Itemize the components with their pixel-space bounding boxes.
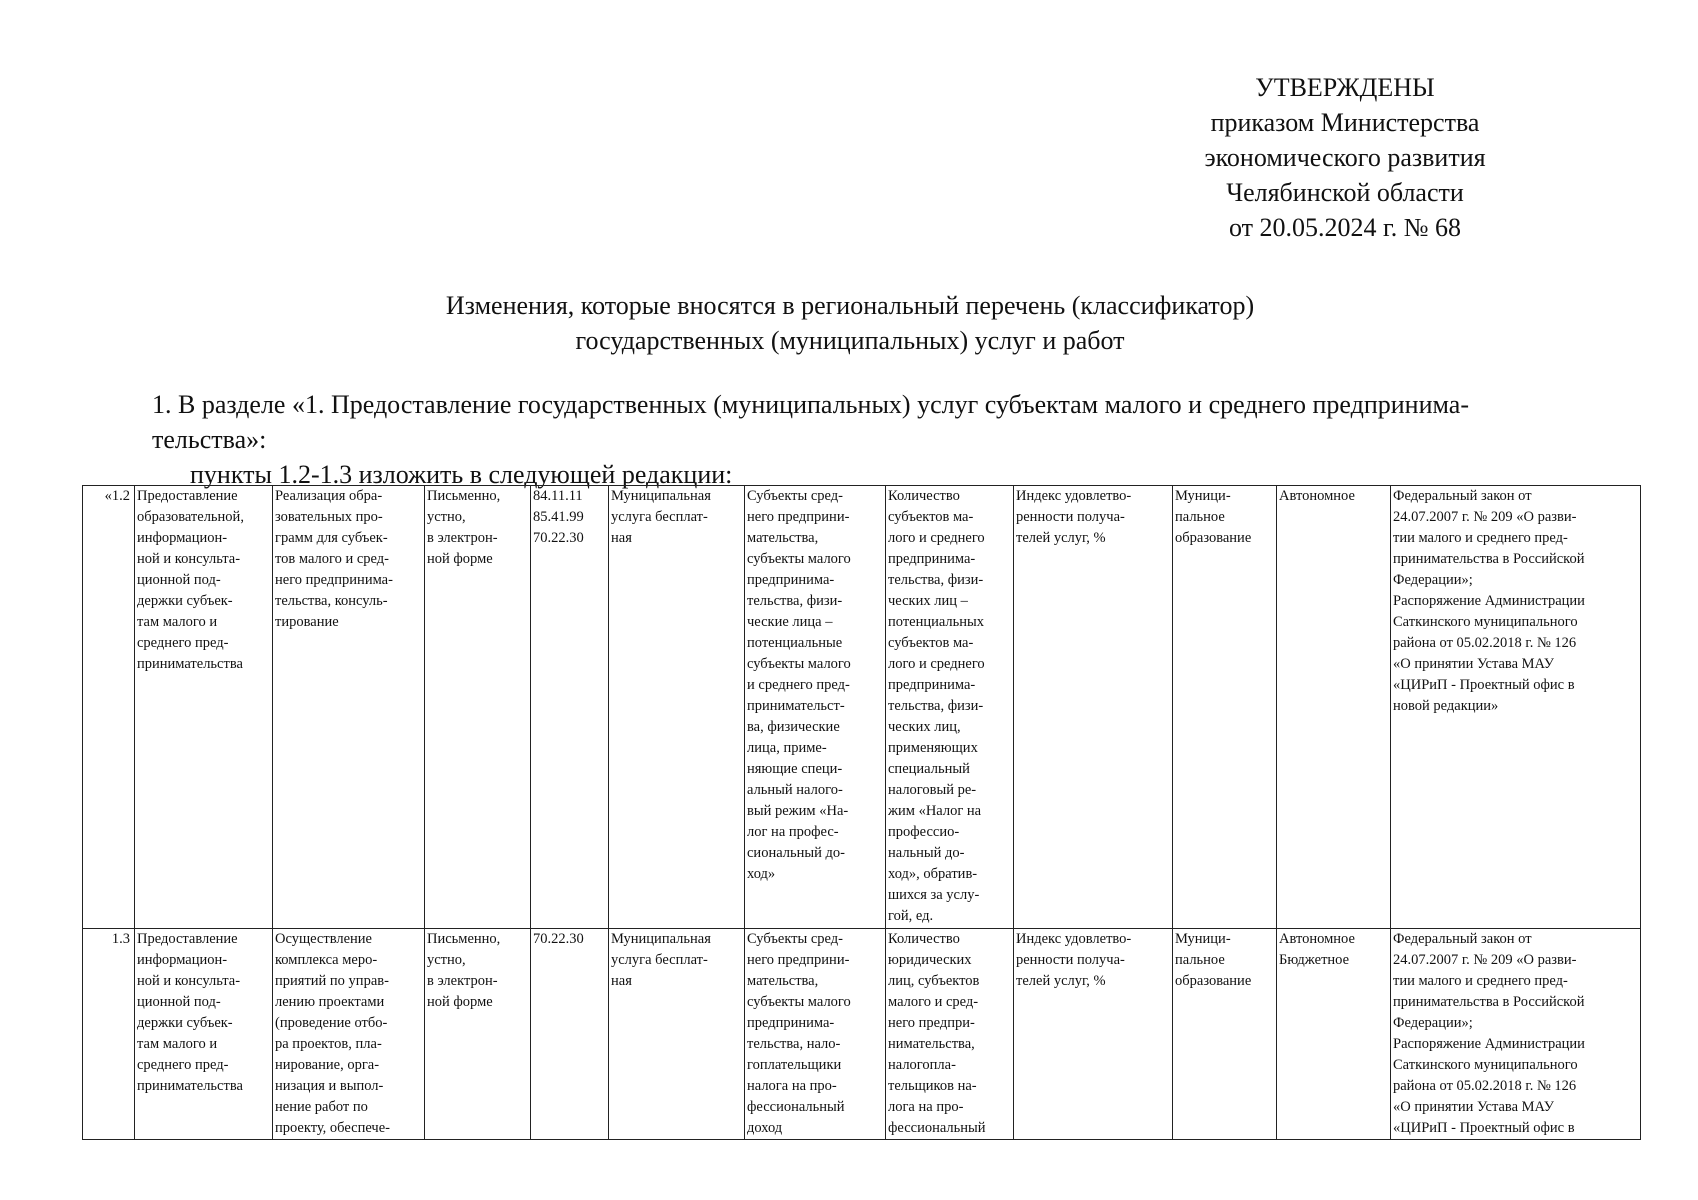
section-line-3: пункты 1.2-1.3 изложить в следующей редакции: xyxy=(190,460,733,489)
institution-type: Автономное xyxy=(1277,486,1391,929)
title-line-1: Изменения, которые вносятся в региональный перечень (классификатор) xyxy=(445,291,1255,320)
service-content: Осуществление комплекса меро- приятий по управ- лению проектами (проведение отбо- ра проектов, пла- нирование, орга- низация и выпол- нение работ по проекту, обеспече- xyxy=(273,929,425,1140)
okved-codes: 84.11.11 85.41.99 70.22.30 xyxy=(531,486,609,929)
row-number: «1.2 xyxy=(83,486,135,929)
section-line-1: 1. В разделе «1. Предоставление государственных (муниципальных) услуг субъектам малого и среднего предпринима- xyxy=(152,390,1469,419)
okved-codes: 70.22.30 xyxy=(531,929,609,1140)
service-type: Муниципальная услуга бесплат- ная xyxy=(609,486,745,929)
approved-ministry: экономического развития xyxy=(1204,143,1486,172)
approval-block xyxy=(1180,70,1510,245)
service-name: Предоставление информацион- ной и консульта- ционной под- держки субъек- там малого и среднего пред- принимательства xyxy=(135,929,273,1140)
service-form: Письменно, устно, в электрон- ной форме xyxy=(425,486,531,929)
consumer-category: Субъекты сред- него предприни- мательства, субъекты малого предпринима- тельства, физи- ческие лица – потенциальные субъекты малого и среднего пред- принимательст- ва, физические лица, приме- няющие специ- альный налого- вый режим «На- лог на профес- сиональный до- ход» xyxy=(745,486,886,929)
service-type: Муниципальная услуга бесплат- ная xyxy=(609,929,745,1140)
services-table xyxy=(82,485,1641,1140)
approved-region: Челябинской области xyxy=(1226,178,1464,207)
document-title xyxy=(300,288,1400,358)
quality-indicator: Индекс удовлетво- ренности получа- телей услуг, % xyxy=(1014,486,1173,929)
quality-indicator: Индекс удовлетво- ренности получа- телей услуг, % xyxy=(1014,929,1173,1140)
row-number: 1.3 xyxy=(83,929,135,1140)
approved-date: от 20.05.2024 г. № 68 xyxy=(1228,213,1462,242)
approved-order: приказом Министерства xyxy=(1210,108,1480,137)
volume-indicator: Количество юридических лиц, субъектов малого и сред- него предпри- нимательства, налогопла- тельщиков на- лога на про- фессиональный xyxy=(886,929,1014,1140)
service-name: Предоставление образовательной, информацион- ной и консульта- ционной под- держки субъек- там малого и среднего пред- принимательства xyxy=(135,486,273,929)
consumer-category: Субъекты сред- него предприни- мательства, субъекты малого предпринима- тельства, нало- гоплательщики налога на про- фессиональный доход xyxy=(745,929,886,1140)
legal-basis: Федеральный закон от 24.07.2007 г. № 209 «О разви- тии малого и среднего пред- принимательства в Российской Федерации»; Распоряжение Администрации Саткинского муниципального района от 05.02.2018 г. № 126 «О принятии Устава МАУ «ЦИРиП - Проектный офис в новой редакции» xyxy=(1391,486,1641,929)
institution-type: Автономное Бюджетное xyxy=(1277,929,1391,1140)
authority-level: Муници- пальное образование xyxy=(1173,929,1277,1140)
service-content: Реализация обра- зовательных про- грамм для субъек- тов малого и сред- него предпринима- тельства, консуль- тирование xyxy=(273,486,425,929)
table-row xyxy=(83,486,1641,929)
table-row xyxy=(83,929,1641,1140)
volume-indicator: Количество субъектов ма- лого и среднего предпринима- тельства, физи- ческих лиц – потенциальных субъектов ма- лого и среднего предпринима- тельства, физи- ческих лиц, применяющих специальный налоговый ре- жим «Налог на профессио- нальный до- ход», обратив- шихся за услу- гой, ед. xyxy=(886,486,1014,929)
authority-level: Муници- пальное образование xyxy=(1173,486,1277,929)
legal-basis: Федеральный закон от 24.07.2007 г. № 209 «О разви- тии малого и среднего пред- принимательства в Российской Федерации»; Распоряжение Администрации Саткинского муниципального района от 05.02.2018 г. № 126 «О принятии Устава МАУ «ЦИРиП - Проектный офис в xyxy=(1391,929,1641,1140)
section-line-2: тельства»: xyxy=(152,425,267,454)
approved-heading: УТВЕРЖДЕНЫ xyxy=(1255,73,1435,102)
service-form: Письменно, устно, в электрон- ной форме xyxy=(425,929,531,1140)
title-line-2: государственных (муниципальных) услуг и работ xyxy=(575,326,1125,355)
section-intro xyxy=(152,387,1652,492)
